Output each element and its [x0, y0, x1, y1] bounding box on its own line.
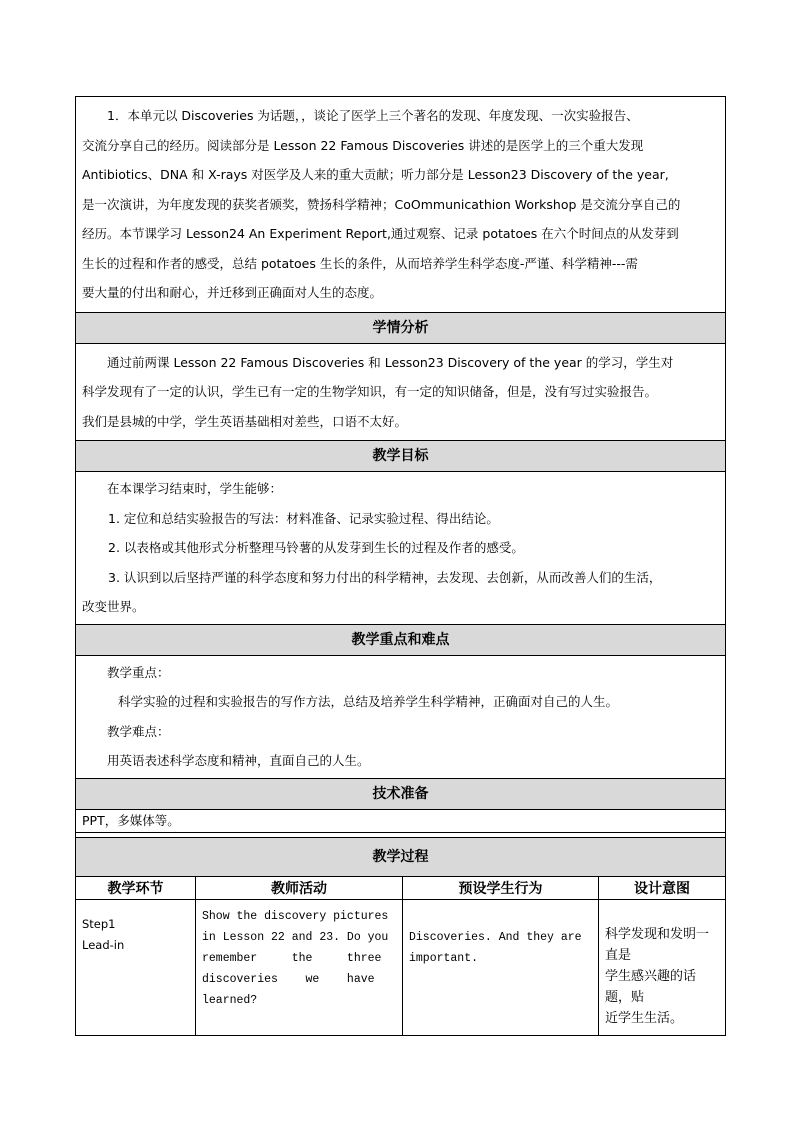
intro-line: 生长的过程和作者的感受，总结 potatoes 生长的条件，从而培养学生科学态度-严谨、科学精神---需 [82, 255, 638, 271]
tech-text: PPT，多媒体等。 [82, 812, 180, 828]
learner-line: 通过前两课 Lesson 22 Famous Discoveries 和 Lesson23 Discovery of the year 的学习，学生对 [107, 354, 674, 370]
goals-title: 教学目标 [76, 441, 725, 472]
process-title: 教学过程 [76, 837, 725, 877]
goal-item: 2. 以表格或其他形式分析整理马铃薯的从发芽到生长的过程及作者的感受。 [108, 540, 524, 555]
intro-line: 交流分享自己的经历。阅读部分是 Lesson 22 Famous Discoveries 讲述的是医学上的三个重大发现 [82, 137, 644, 153]
intent-cell [599, 899, 726, 1035]
tech-title: 技术准备 [76, 779, 725, 810]
stage-name: Lead-in [82, 937, 125, 952]
process-section [75, 832, 726, 1036]
intro-line: Antibiotics、DNA 和 X-rays 对医学及人来的重大贡献；听力部分是 Lesson23 Discovery of the year, [82, 167, 669, 182]
teacher-line: discoveries we have [202, 972, 375, 986]
student-line: important. [409, 951, 479, 965]
learner-section [75, 312, 726, 441]
goal-item: 1. 定位和总结实验报告的写法：材料准备、记录实验过程、得出结论。 [108, 510, 499, 526]
table-row [76, 899, 725, 1035]
difficulty-text: 用英语表述科学态度和精神，直面自己的人生。 [107, 753, 370, 768]
keypoints-section [75, 624, 726, 778]
teacher-line: learned? [202, 993, 258, 1007]
process-table [76, 877, 725, 1035]
teacher-cell [196, 899, 403, 1035]
goal-item: 改变世界。 [82, 599, 145, 614]
header-student: 预设学生行为 [403, 877, 599, 900]
difficulty-label: 教学难点： [107, 723, 170, 739]
student-cell [403, 899, 599, 1035]
intro-line: 1．本单元以 Discoveries 为话题，，谈论了医学上三个著名的发现、年度发现、一次实验报告、 [107, 108, 639, 123]
stage-cell [76, 899, 196, 1035]
key-label: 教学重点： [107, 664, 170, 680]
goal-item: 3. 认识到以后坚持严谨的科学态度和努力付出的科学精神，去发现、去创新，从而改善人们的生活， [108, 569, 662, 585]
header-stage: 教学环节 [76, 877, 196, 900]
intro-line: 要大量的付出和耐心，并迁移到正确面对人生的态度。 [82, 285, 383, 300]
tech-section [75, 778, 726, 832]
goals-section [75, 440, 726, 624]
learner-text [76, 344, 725, 441]
goals-lead: 在本课学习结束时，学生能够： [107, 481, 283, 496]
header-teacher: 教师活动 [196, 877, 403, 900]
learner-line: 科学发现有了一定的认识，学生已有一定的生物学知识，有一定的知识储备，但是，没有写过实验报告。 [82, 384, 658, 399]
intro-line: 经历。本节课学习 Lesson24 An Experiment Report,通过观察、记录 potatoes 在六个时间点的从发芽到 [82, 226, 679, 241]
header-intent: 设计意图 [599, 877, 726, 900]
teacher-line: remember the three [202, 951, 382, 965]
intent-line: 学生感兴趣的话题，贴 [605, 968, 697, 1005]
goals-content [76, 472, 725, 624]
process-header-row [76, 877, 725, 900]
key-text: 科学实验的过程和实验报告的写作方法，总结及培养学生科学精神，正确面对自己的人生。 [118, 694, 619, 709]
intro-text [76, 97, 725, 312]
learner-title: 学情分析 [76, 313, 725, 344]
intent-line: 科学发现和发明一直是 [605, 926, 710, 963]
keypoints-title: 教学重点和难点 [76, 625, 725, 656]
intent-line: 近学生生活。 [605, 1010, 684, 1026]
intro-line: 是一次演讲，为年度发现的获奖者颁奖，赞扬科学精神；CoOmmunicathion Workshop 是交流分享自己的 [82, 196, 681, 212]
lesson-plan [75, 96, 726, 1036]
student-line: Discoveries. And they are [409, 930, 582, 944]
teacher-line: Show the discovery pictures [202, 909, 389, 923]
intro-section [75, 96, 726, 312]
teacher-line: in Lesson 22 and 23. Do you [202, 930, 389, 944]
stage-step: Step1 [82, 916, 116, 931]
keypoints-content [76, 656, 725, 778]
learner-line: 我们是县城的中学，学生英语基础相对差些，口语不太好。 [82, 413, 408, 429]
